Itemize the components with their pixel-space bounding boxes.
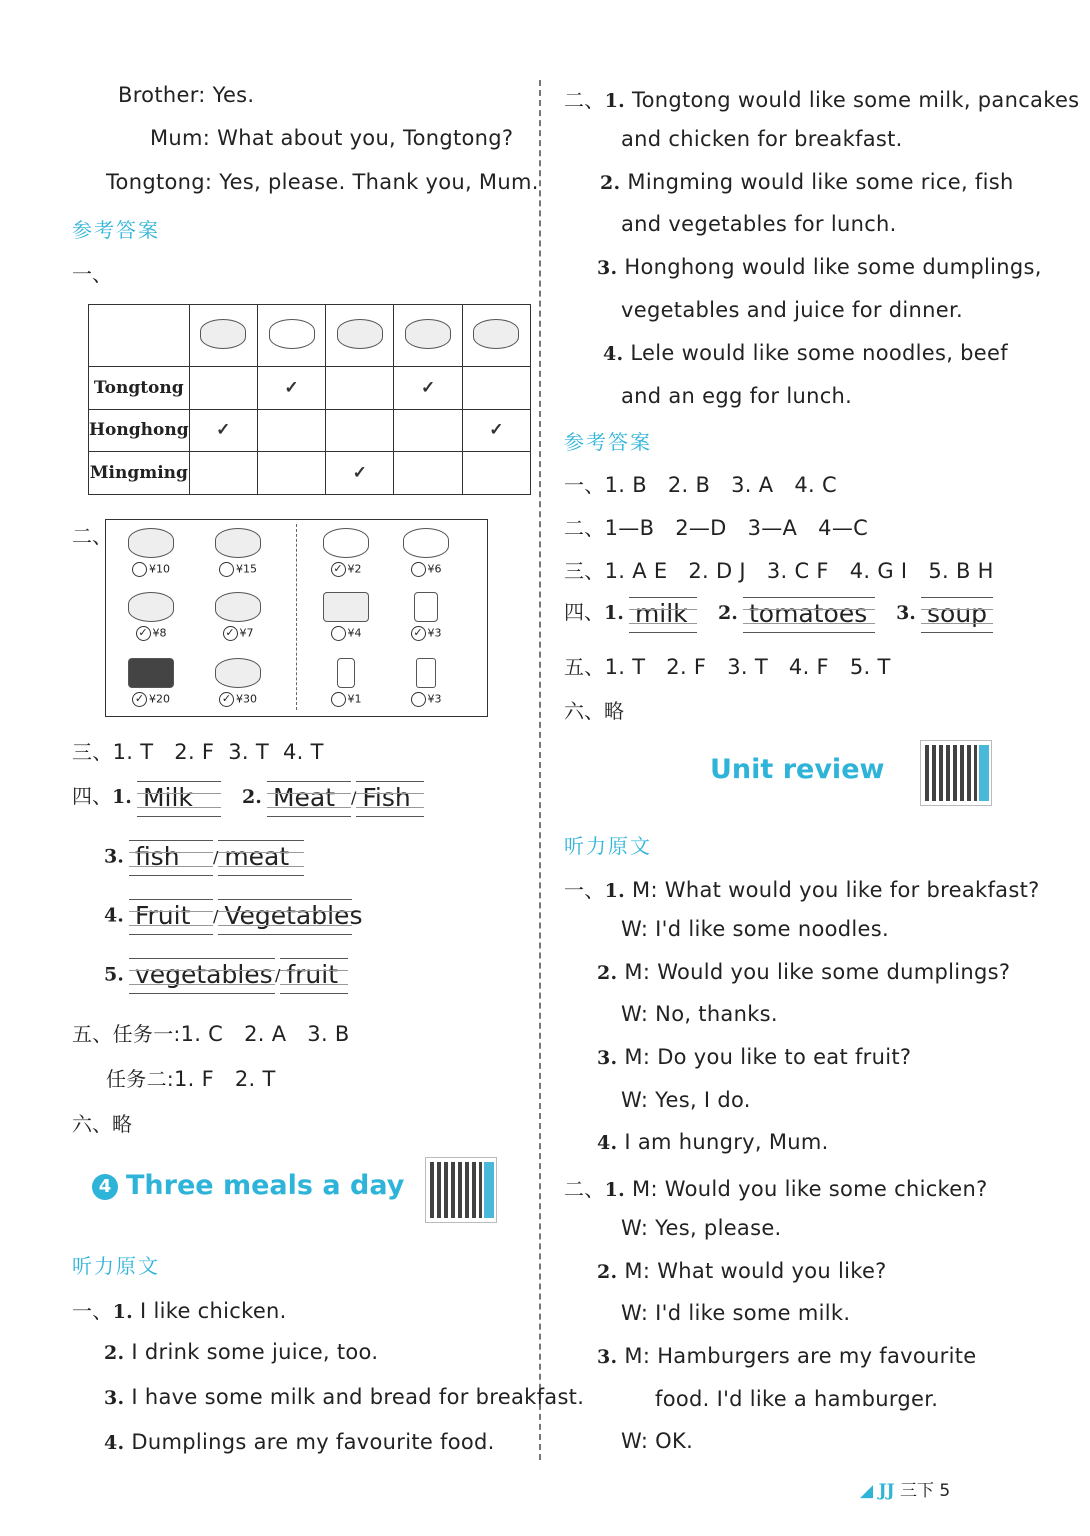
q4-row-1: 四、1. Milk 2. Meat / Fish — [72, 780, 424, 817]
listening-line: 2. I drink some juice, too. — [104, 1340, 379, 1364]
r-a3: 三、1. A E 2. D J 3. C F 4. G I 5. B H — [564, 559, 994, 583]
q5-task2: 任务二:1. F 2. T — [106, 1067, 276, 1091]
r-q2-line: 4. Lele would like some noodles, beef — [603, 341, 1008, 365]
r-q2-line: and an egg for lunch. — [621, 384, 853, 408]
qr-code-icon — [425, 1157, 497, 1223]
unit-title: 4 Three meals a day — [92, 1170, 404, 1201]
answers-heading: 参考答案 — [72, 218, 160, 242]
q4-row-3: 4. Fruit / Vegetables — [104, 899, 352, 935]
r-listening-line: W: I'd like some milk. — [621, 1301, 851, 1325]
r-listening-line: food. I'd like a hamburger. — [655, 1387, 939, 1411]
q3-answers: 三、1. T 2. F 3. T 4. T — [72, 740, 324, 764]
r-listening-line: W: OK. — [621, 1429, 694, 1453]
table-row: Honghong ✓ ✓ — [89, 409, 531, 452]
r-listening-line: 2. M: What would you like? — [597, 1259, 887, 1283]
q6: 六、略 — [72, 1112, 132, 1136]
r-q2-line: 2. Mingming would like some rice, fish — [600, 170, 1014, 194]
dialog-line-2: Mum: What about you, Tongtong? — [150, 126, 514, 150]
food-item: ¥10 — [116, 528, 186, 577]
listening-line: 4. Dumplings are my favourite food. — [104, 1430, 495, 1454]
q2-label: 二、 — [72, 524, 112, 548]
r-a1: 一、1. B 2. B 3. A 4. C — [564, 473, 837, 497]
r-a2: 二、1—B 2—D 3—A 4—C — [564, 516, 869, 540]
unit-number-badge: 4 — [92, 1174, 118, 1200]
r-a4: 四、1. milk 2. tomatoes 3. soup — [564, 596, 993, 633]
listening-heading: 听力原文 — [72, 1254, 160, 1278]
q4-row-2: 3. fish / meat — [104, 840, 304, 876]
leaf-icon: ◢ — [860, 1481, 874, 1501]
r-answers-heading: 参考答案 — [564, 430, 652, 454]
qr-code-icon — [920, 740, 992, 806]
food-item: ✓ ¥8 — [116, 592, 186, 641]
r-listening-line: 4. I am hungry, Mum. — [597, 1130, 829, 1154]
noodles-icon — [200, 319, 246, 349]
listening-line: 一、1. I like chicken. — [72, 1299, 287, 1323]
q5-task1: 五、任务一:1. C 2. A 3. B — [72, 1022, 350, 1046]
dumplings-icon — [337, 319, 383, 349]
vegetables-icon — [405, 319, 451, 349]
r-listening-line: 3. M: Do you like to eat fruit? — [597, 1045, 912, 1069]
food-item: ✓ ¥2 — [311, 528, 381, 577]
food-item: ✓ ¥20 — [116, 658, 186, 707]
r-listening-line: W: I'd like some noodles. — [621, 917, 889, 941]
r-listening-line: 二、1. M: Would you like some chicken? — [564, 1177, 988, 1201]
r-q2-line: 二、1. Tongtong would like some milk, pancakes — [564, 88, 1080, 112]
food-item: ✓ ¥30 — [203, 658, 273, 707]
q4-row-4: 5. vegetables / fruit — [104, 958, 348, 994]
food-item: ¥6 — [391, 528, 461, 577]
r-listening-line: 一、1. M: What would you like for breakfast? — [564, 878, 1040, 902]
r-listening-line: 2. M: Would you like some dumplings? — [597, 960, 1011, 984]
food-item: ¥3 — [391, 658, 461, 707]
listening-line: 3. I have some milk and bread for breakfast. — [104, 1385, 585, 1409]
food-item: ¥15 — [203, 528, 273, 577]
food-item: ✓ ¥7 — [203, 592, 273, 641]
r-q2-line: vegetables and juice for dinner. — [621, 298, 963, 322]
food-item: ¥4 — [311, 592, 381, 641]
dialog-line-1: Brother: Yes. — [118, 83, 255, 107]
unit-review-title: Unit review — [710, 754, 885, 785]
r-a5: 五、1. T 2. F 3. T 4. F 5. T — [564, 655, 891, 679]
food-price-box — [105, 519, 488, 717]
food-item: ¥1 — [311, 658, 381, 707]
r-listening-heading: 听力原文 — [564, 834, 652, 858]
r-listening-line: 3. M: Hamburgers are my favourite — [597, 1344, 977, 1368]
r-q2-line: and chicken for breakfast. — [621, 127, 903, 151]
page-footer: ◢ JJ 三下 5 — [860, 1481, 951, 1501]
table-row: Tongtong ✓ ✓ — [89, 367, 531, 410]
food-item: ✓ ¥3 — [391, 592, 461, 641]
r-listening-line: W: No, thanks. — [621, 1002, 778, 1026]
row-name: Tongtong — [89, 367, 190, 410]
r-q2-line: 3. Honghong would like some dumplings, — [597, 255, 1042, 279]
row-name: Mingming — [89, 452, 190, 495]
r-a6: 六、略 — [564, 699, 624, 723]
dialog-line-3: Tongtong: Yes, please. Thank you, Mum. — [106, 170, 539, 194]
food-check-table — [88, 304, 531, 495]
eggs-icon — [269, 319, 315, 349]
row-name: Honghong — [89, 409, 190, 452]
r-listening-line: W: Yes, I do. — [621, 1088, 751, 1112]
column-divider — [539, 80, 541, 1460]
r-listening-line: W: Yes, please. — [621, 1216, 782, 1240]
table-row: Mingming ✓ — [89, 452, 531, 495]
chicken-icon — [473, 319, 519, 349]
r-q2-line: and vegetables for lunch. — [621, 212, 897, 236]
q1-label: 一、 — [72, 262, 112, 286]
